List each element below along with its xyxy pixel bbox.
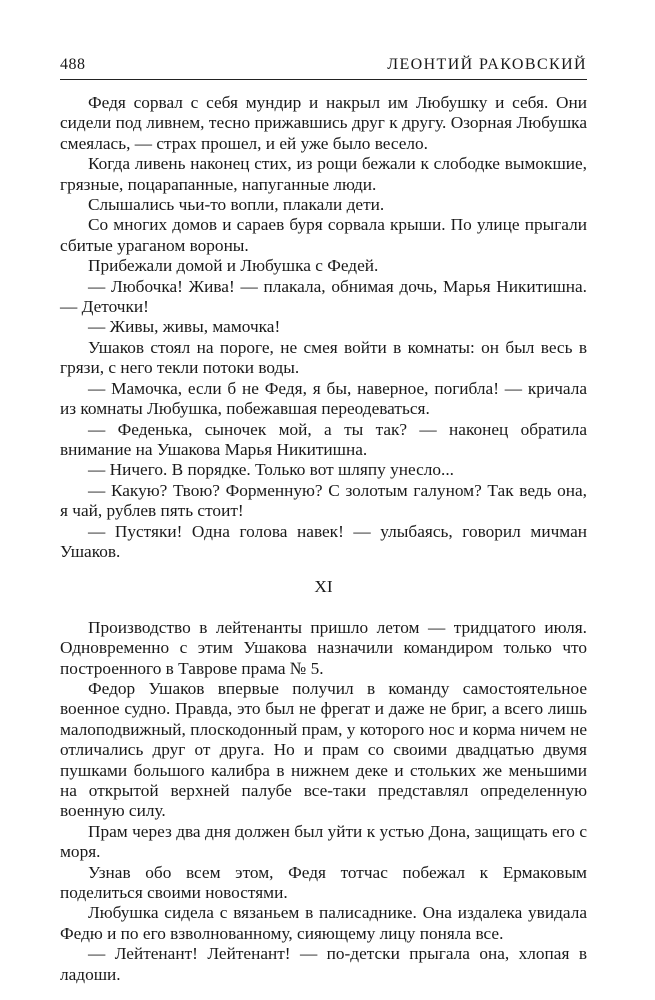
paragraph: Узнав обо всем этом, Федя тотчас побежал к Ермаковым поделиться своими новостями. [60,862,587,903]
paragraph: Прибежали домой и Любушка с Федей. [88,256,379,276]
paragraph: — Феденька, сыночек мой, а ты так? — наконец обратила внимание на Ушакова Марья Никитишна. [60,419,587,459]
paragraph: — Любочка! Жива! — плакала, обнимая дочь, Марья Никитишна. — Деточки! [60,276,587,317]
paragraph: — Мамочка, если б не Федя, я бы, наверное, погибла! — кричала из комнаты Любушка, побежавшая переодеваться. [60,378,587,419]
paragraph: Федя сорвал с себя мундир и накрыл им Любушку и себя. Они сидели под ливнем, тесно прижавшись друг к другу. Озорная Любушка смеялась, — страх прошел, и ей уже было весело. [60,93,587,153]
paragraph: Ушаков стоял на пороге, не смея войти в комнаты: он был весь в грязи, с него текли потоки воды. [60,337,587,378]
paragraph: — Лейтенант! Лейтенант! — по-детски прыгала она, хлопая в ладоши. [60,944,587,984]
paragraph: — Какую? Твою? Форменную? С золотым галуном? Так ведь она, я чай, рублев пять стоит! [60,480,587,521]
paragraph: Слышались чьи-то вопли, плакали дети. [88,195,385,215]
paragraph: Федор Ушаков впервые получил в команду самостоятельное военное судно. Правда, это был не фрегат и даже не бриг, а всего лишь малоподвижный, плоскодонный прам, у которого нос и корма ничем не отличались друг от друга. Но и прам со своими двадцатью двумя пушками большого калибра в нижнем деке и стольких же меньшими на открытой верхней палубе все-таки представлял определенную военную силу. [60,678,587,821]
body-text [60,93,587,985]
running-head-author: ЛЕОНТИЙ РАКОВСКИЙ [387,56,587,73]
paragraph: — Пустяки! Одна голова навек! — улыбаясь, говорил мичман Ушаков. [60,521,587,561]
paragraph: Любушка сидела с вязаньем в палисаднике. Она издалека увидала Федю и по его взволнованному, сияющему лицу поняла все. [60,903,587,943]
chapter-title: XI [314,577,333,597]
paragraph: Когда ливень наконец стих, из рощи бежали к слободке вымокшие, грязные, поцарапанные, напуганные люди. [60,154,587,194]
paragraph: — Ничего. В порядке. Только вот шляпу унесло... [88,460,454,480]
header-rule [60,79,587,80]
running-header [60,52,587,78]
paragraph: Производство в лейтенанты пришло летом — тридцатого июля. Одновременно с этим Ушакова назначили командиром только что построенного в Таврове прама № 5. [60,617,587,678]
paragraph: Прам через два дня должен был уйти к устью Дона, защищать его с моря. [60,821,587,862]
paragraph: — Живы, живы, мамочка! [88,317,281,337]
paragraph: Со многих домов и сараев буря сорвала крыши. По улице прыгали сбитые ураганом вороны. [60,215,587,255]
page-number: 488 [60,56,86,73]
